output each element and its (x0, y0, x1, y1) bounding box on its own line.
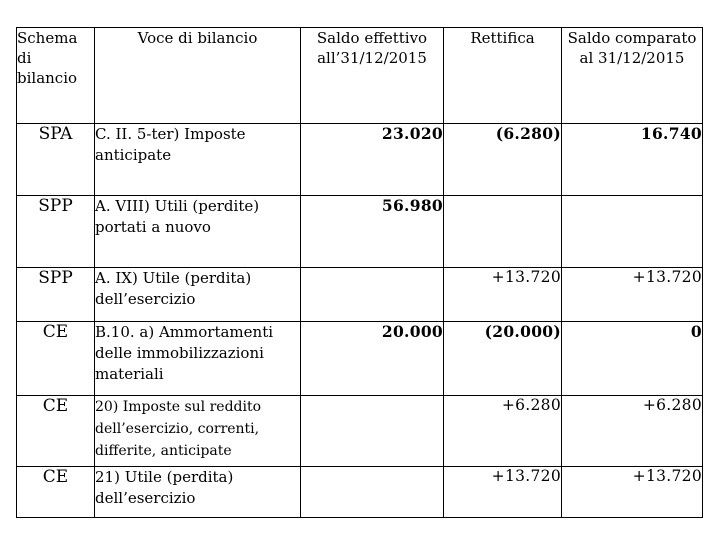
cell-voce: B.10. a) Ammortamenti delle immobilizzazioni materiali (95, 322, 301, 396)
header-row (17, 28, 703, 124)
cell-schema: CE (17, 396, 95, 467)
cell-comparato (562, 196, 703, 268)
header-saldo-comparato: Saldo comparato al 31/12/2015 (562, 28, 703, 124)
header-voce: Voce di bilancio (95, 28, 301, 124)
cell-rettifica: (20.000) (444, 322, 562, 396)
cell-rettifica: +13.720 (444, 467, 562, 518)
cell-comparato: +13.720 (562, 268, 703, 322)
cell-schema: SPP (17, 268, 95, 322)
cell-rettifica: +13.720 (444, 268, 562, 322)
cell-rettifica (444, 196, 562, 268)
table-row (17, 396, 703, 467)
cell-rettifica: (6.280) (444, 124, 562, 196)
cell-saldo: 23.020 (301, 124, 444, 196)
cell-schema: CE (17, 322, 95, 396)
cell-saldo (301, 467, 444, 518)
cell-rettifica: +6.280 (444, 396, 562, 467)
balance-table (16, 27, 703, 518)
cell-saldo: 56.980 (301, 196, 444, 268)
table-row (17, 467, 703, 518)
cell-comparato: +6.280 (562, 396, 703, 467)
cell-comparato: +13.720 (562, 467, 703, 518)
cell-voce: A. IX) Utile (perdita) dell’esercizio (95, 268, 301, 322)
cell-voce: A. VIII) Utili (perdite) portati a nuovo (95, 196, 301, 268)
cell-schema: SPA (17, 124, 95, 196)
cell-schema: CE (17, 467, 95, 518)
table-row (17, 196, 703, 268)
table-row (17, 322, 703, 396)
cell-schema: SPP (17, 196, 95, 268)
cell-saldo (301, 396, 444, 467)
cell-comparato: 0 (562, 322, 703, 396)
cell-saldo (301, 268, 444, 322)
table-row (17, 268, 703, 322)
cell-saldo: 20.000 (301, 322, 444, 396)
header-schema: Schema di bilancio (17, 28, 95, 124)
header-rettifica: Rettifica (444, 28, 562, 124)
header-saldo-effettivo: Saldo effettivo all’31/12/2015 (301, 28, 444, 124)
cell-voce: 20) Imposte sul reddito dell’esercizio, correnti, differite, anticipate (95, 396, 301, 467)
cell-comparato: 16.740 (562, 124, 703, 196)
cell-voce: C. II. 5-ter) Imposte anticipate (95, 124, 301, 196)
cell-voce: 21) Utile (perdita) dell’esercizio (95, 467, 301, 518)
table-row (17, 124, 703, 196)
